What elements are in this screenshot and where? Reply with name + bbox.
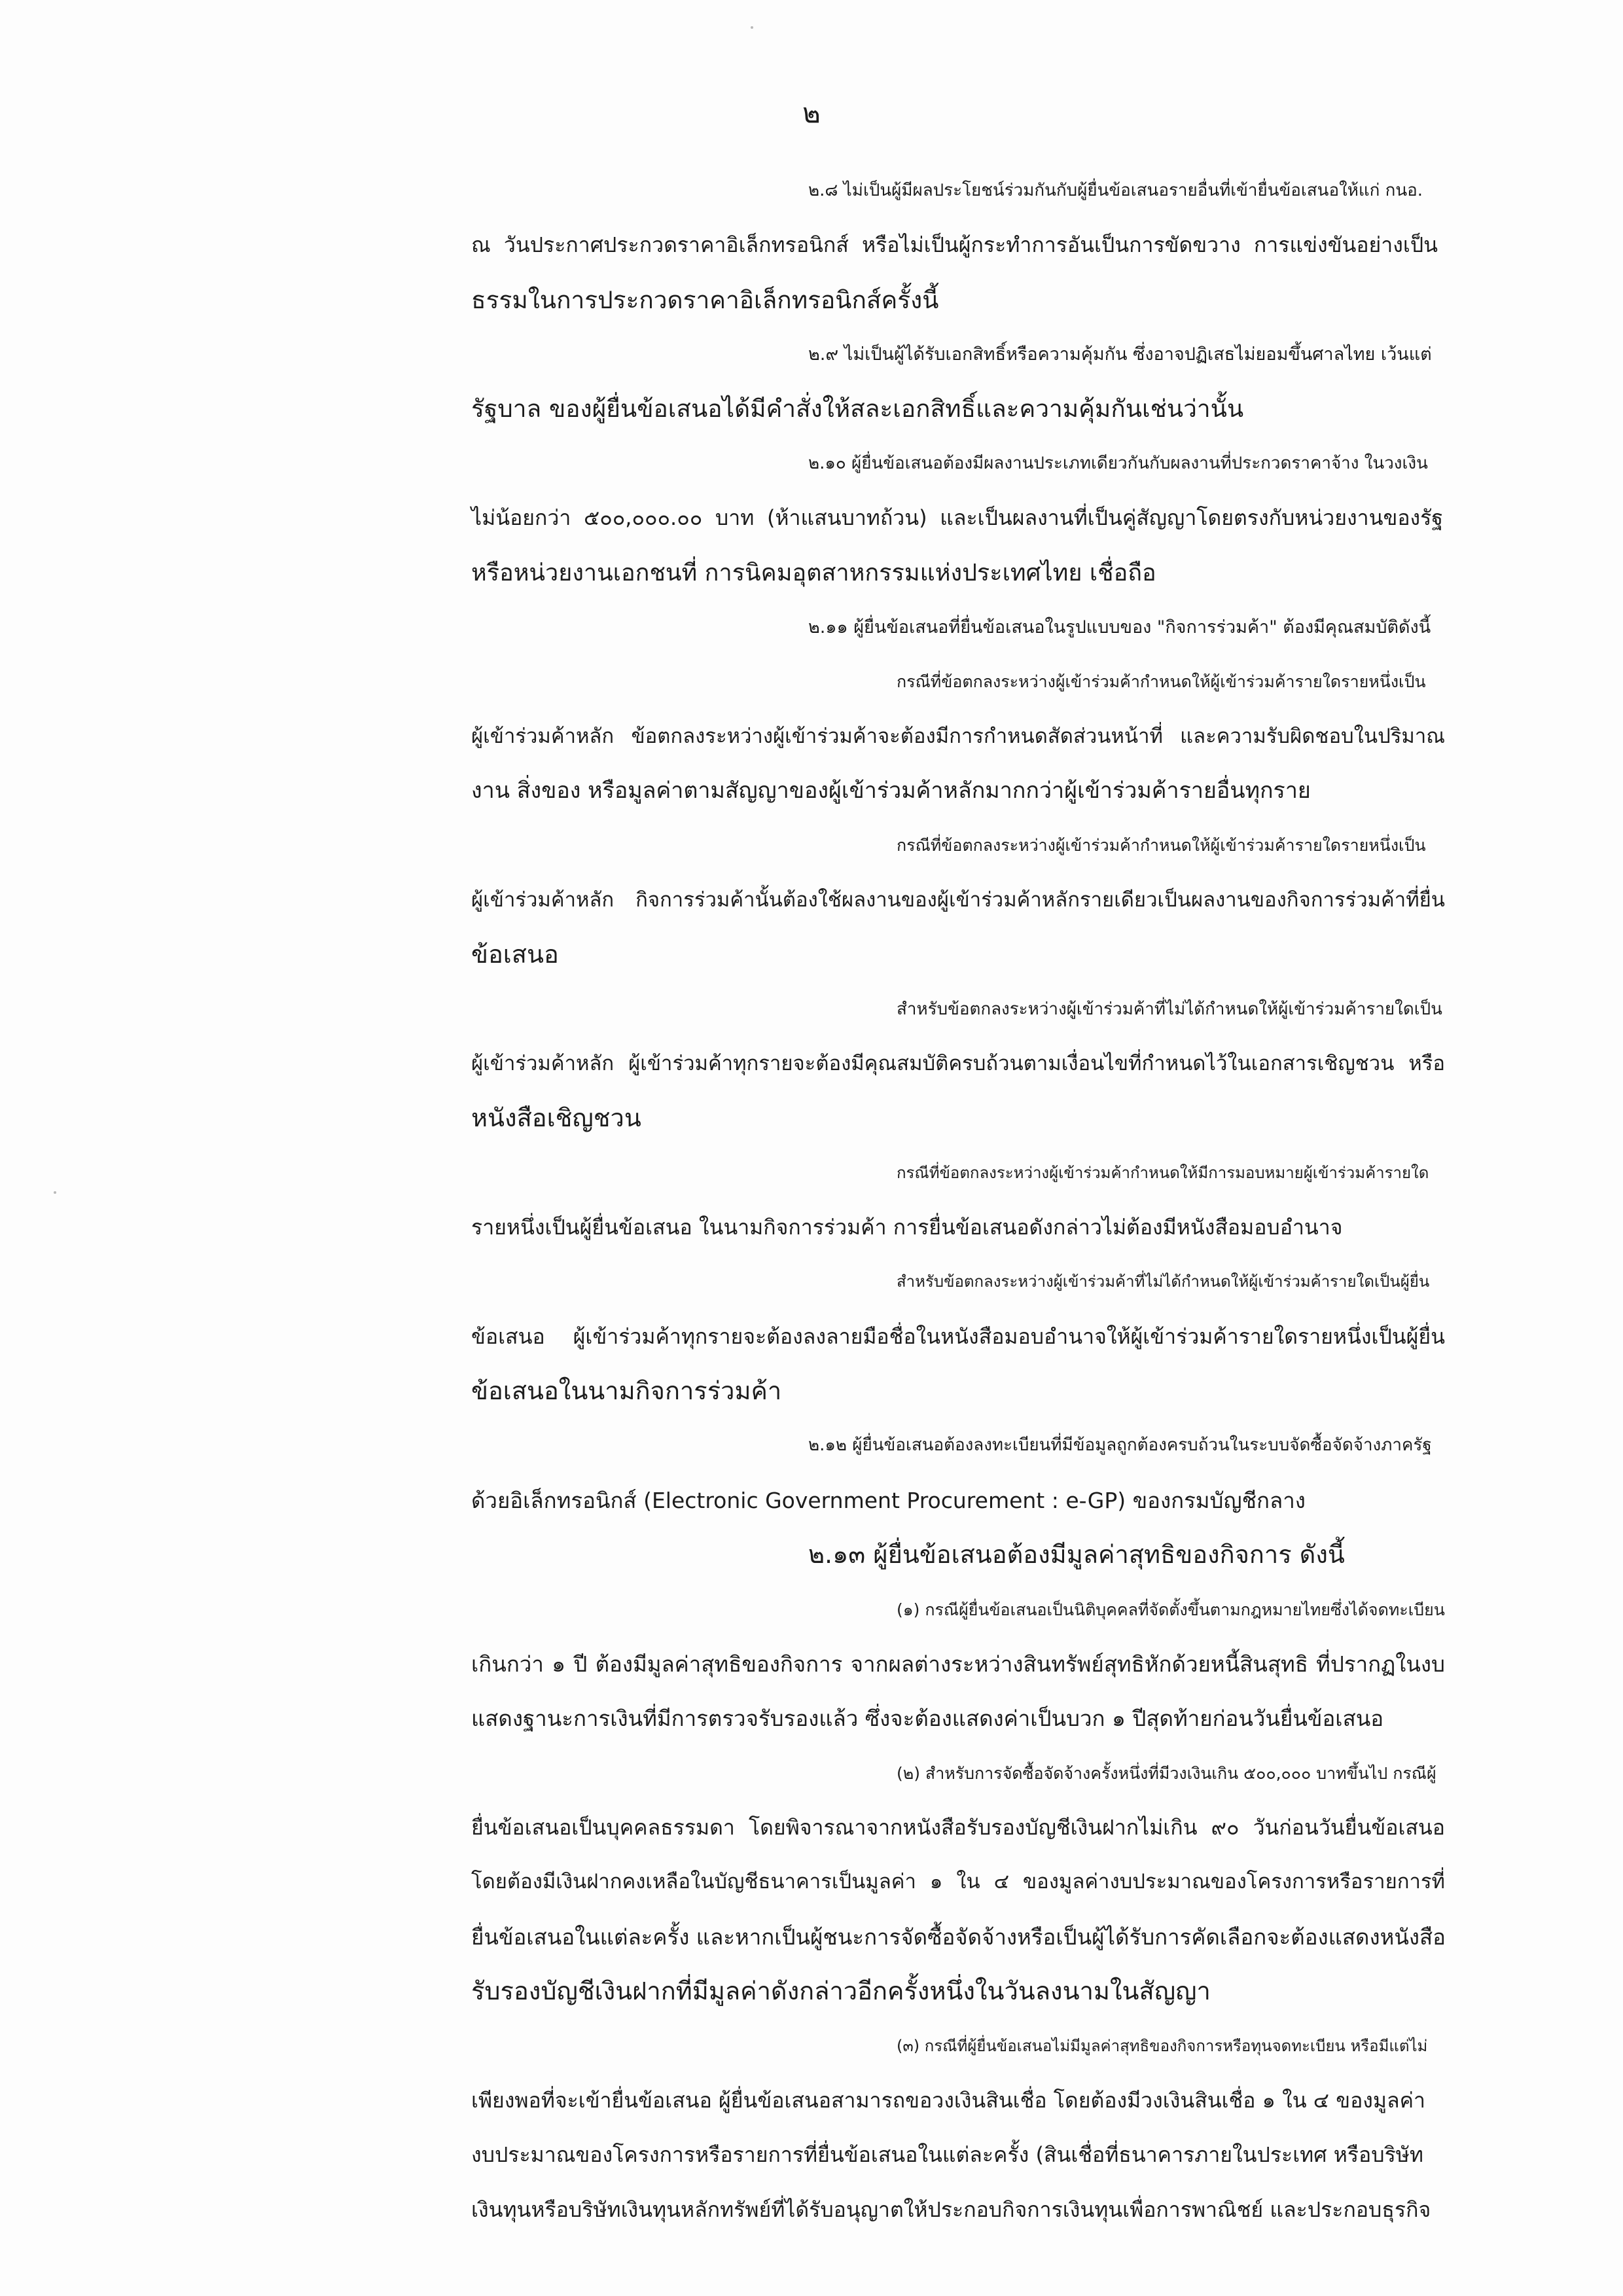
text-line: ธรรมในการประกวดราคาอิเล็กทรอนิกส์ครั้งนี้ (471, 286, 939, 314)
text-line: เงินทุนหรือบริษัทเงินทุนหลักทรัพย์ที่ได้รับอนุญาตให้ประกอบกิจการเงินทุนเพื่อการพาณิชย์ และประกอบธุรกิจ (471, 2197, 1431, 2222)
text-line: ยื่นข้อเสนอในแต่ละครั้ง และหากเป็นผู้ชนะการจัดซื้อจัดจ้างหรือเป็นผู้ได้รับการคัดเลือกจะต้องแสดงหนังสือ (471, 1924, 1446, 1950)
text-line: รายหนึ่งเป็นผู้ยื่นข้อเสนอ ในนามกิจการร่วมค้า การยื่นข้อเสนอดังกล่าวไม่ต้องมีหนังสือมอบอำนาจ (471, 1215, 1343, 1240)
text-line: ข้อเสนอในนามกิจการร่วมค้า (471, 1376, 782, 1405)
text-line: ๒.๘ ไม่เป็นผู้มีผลประโยชน์ร่วมกันกับผู้ยื่นข้อเสนอรายอื่นที่เข้ายื่นข้อเสนอให้แก่ กนอ. (808, 181, 1423, 200)
text-line: สำหรับข้อตกลงระหว่างผู้เข้าร่วมค้าที่ไม่ได้กำหนดให้ผู้เข้าร่วมค้ารายใดเป็นผู้ยื่น (897, 1272, 1430, 1291)
text-line: เกินกว่า ๑ ปี ต้องมีมูลค่าสุทธิของกิจการ จากผลต่างระหว่างสินทรัพย์สุทธิหักด้วยหนี้สินสุทธิ ที่ปรากฏในงบ (471, 1651, 1445, 1677)
text-line: ๒.๑๒ ผู้ยื่นข้อเสนอต้องลงทะเบียนที่มีข้อมูลถูกต้องครบถ้วนในระบบจัดซื้อจัดจ้างภาครัฐ (808, 1435, 1432, 1455)
text-line: งบประมาณของโครงการหรือรายการที่ยื่นข้อเสนอในแต่ละครั้ง (สินเชื่อที่ธนาคารภายในประเทศ หรือบริษัท (471, 2142, 1423, 2167)
text-line: หรือหน่วยงานเอกชนที่ การนิคมอุตสาหกรรมแห่งประเทศไทย เชื่อถือ (471, 560, 1156, 586)
scan-speck (54, 1191, 56, 1194)
text-line: (๑) กรณีผู้ยื่นข้อเสนอเป็นนิติบุคคลที่จัดตั้งขึ้นตามกฎหมายไทยซึ่งได้จดทะเบียน (897, 1600, 1445, 1619)
text-line: ผู้เข้าร่วมค้าหลัก ผู้เข้าร่วมค้าทุกรายจะต้องมีคุณสมบัติครบถ้วนตามเงื่อนไขที่กำหนดไว้ในเอกสารเชิญชวน หรือ (471, 1052, 1445, 1075)
text-line: ข้อเสนอ (471, 940, 559, 969)
text-line: (๒) สำหรับการจัดซื้อจัดจ้างครั้งหนึ่งที่มีวงเงินเกิน ๕๐๐,๐๐๐ บาทขึ้นไป กรณีผู้ (897, 1764, 1436, 1783)
text-line: ๒.๙ ไม่เป็นผู้ได้รับเอกสิทธิ์หรือความคุ้มกัน ซึ่งอาจปฏิเสธไม่ยอมขึ้นศาลไทย เว้นแต่ (808, 344, 1432, 365)
text-line: ผู้เข้าร่วมค้าหลัก ข้อตกลงระหว่างผู้เข้าร่วมค้าจะต้องมีการกำหนดสัดส่วนหน้าที่ และความรับผิดชอบในปริมาณ (471, 725, 1445, 748)
text-line: โดยต้องมีเงินฝากคงเหลือในบัญชีธนาคารเป็นมูลค่า ๑ ใน ๔ ของมูลค่างบประมาณของโครงการหรือรายการที่ (471, 1870, 1445, 1893)
text-line: งาน สิ่งของ หรือมูลค่าตามสัญญาของผู้เข้าร่วมค้าหลักมากกว่าผู้เข้าร่วมค้ารายอื่นทุกราย (471, 778, 1311, 804)
scan-speck (751, 26, 753, 29)
text-line: ด้วยอิเล็กทรอนิกส์ (Electronic Government Procurement : e-GP) ของกรมบัญชีกลาง (471, 1488, 1306, 1513)
text-line: (๓) กรณีที่ผู้ยื่นข้อเสนอไม่มีมูลค่าสุทธิของกิจการหรือทุนจดทะเบียน หรือมีแต่ไม่ (897, 2037, 1428, 2055)
text-line: เพียงพอที่จะเข้ายื่นข้อเสนอ ผู้ยื่นข้อเสนอสามารถขอวงเงินสินเชื่อ โดยต้องมีวงเงินสินเชื่อ ๑ ใน ๔ ของมูลค่า (471, 2088, 1425, 2113)
text-line: กรณีที่ข้อตกลงระหว่างผู้เข้าร่วมค้ากำหนดให้ผู้เข้าร่วมค้ารายใดรายหนึ่งเป็น (897, 836, 1426, 855)
text-line: สำหรับข้อตกลงระหว่างผู้เข้าร่วมค้าที่ไม่ได้กำหนดให้ผู้เข้าร่วมค้ารายใดเป็น (897, 999, 1442, 1019)
text-line: ๒.๑๐ ผู้ยื่นข้อเสนอต้องมีผลงานประเภทเดียวกันกับผลงานที่ประกวดราคาจ้าง ในวงเงิน (808, 454, 1428, 473)
text-line: หนังสือเชิญชวน (471, 1103, 641, 1132)
text-line: รับรองบัญชีเงินฝากที่มีมูลค่าดังกล่าวอีกครั้งหนึ่งในวันลงนามในสัญญา (471, 1977, 1211, 2005)
text-line: ยื่นข้อเสนอเป็นบุคคลธรรมดา โดยพิจารณาจากหนังสือรับรองบัญชีเงินฝากไม่เกิน ๙๐ วันก่อนวันยื่นข้อเสนอ (471, 1815, 1445, 1840)
text-line: ๒.๑๑ ผู้ยื่นข้อเสนอที่ยื่นข้อเสนอในรูปแบบของ "กิจการร่วมค้า" ต้องมีคุณสมบัติดังนี้ (808, 617, 1431, 637)
text-line: รัฐบาล ของผู้ยื่นข้อเสนอได้มีคำสั่งให้สละเอกสิทธิ์และความคุ้มกันเช่นว่านั้น (471, 395, 1244, 423)
page-number: ๒ (802, 97, 821, 129)
text-line: ไม่น้อยกว่า ๕๐๐,๐๐๐.๐๐ บาท (ห้าแสนบาทถ้วน) และเป็นผลงานที่เป็นคู่สัญญาโดยตรงกับหน่วยงานของรัฐ (471, 505, 1443, 530)
text-line: ๒.๑๓ ผู้ยื่นข้อเสนอต้องมีมูลค่าสุทธิของกิจการ ดังนี้ (808, 1540, 1345, 1569)
text-line: ผู้เข้าร่วมค้าหลัก กิจการร่วมค้านั้นต้องใช้ผลงานของผู้เข้าร่วมค้าหลักรายเดียวเป็นผลงานของกิจการร่วมค้าที่ยื่น (471, 888, 1445, 912)
text-line: แสดงฐานะการเงินที่มีการตรวจรับรองแล้ว ซึ่งจะต้องแสดงค่าเป็นบวก ๑ ปีสุดท้ายก่อนวันยื่นข้อเสนอ (471, 1706, 1384, 1731)
text-line: กรณีที่ข้อตกลงระหว่างผู้เข้าร่วมค้ากำหนดให้มีการมอบหมายผู้เข้าร่วมค้ารายใด (897, 1164, 1429, 1182)
text-line: ข้อเสนอ ผู้เข้าร่วมค้าทุกรายจะต้องลงลายมือชื่อในหนังสือมอบอำนาจให้ผู้เข้าร่วมค้ารายใดรายหนึ่งเป็นผู้ยื่น (471, 1324, 1445, 1349)
text-line: กรณีที่ข้อตกลงระหว่างผู้เข้าร่วมค้ากำหนดให้ผู้เข้าร่วมค้ารายใดรายหนึ่งเป็น (897, 672, 1426, 691)
text-line: ณ วันประกาศประกวดราคาอิเล็กทรอนิกส์ หรือไม่เป็นผู้กระทำการอันเป็นการขัดขวาง การแข่งขันอย่างเป็น (471, 232, 1438, 257)
